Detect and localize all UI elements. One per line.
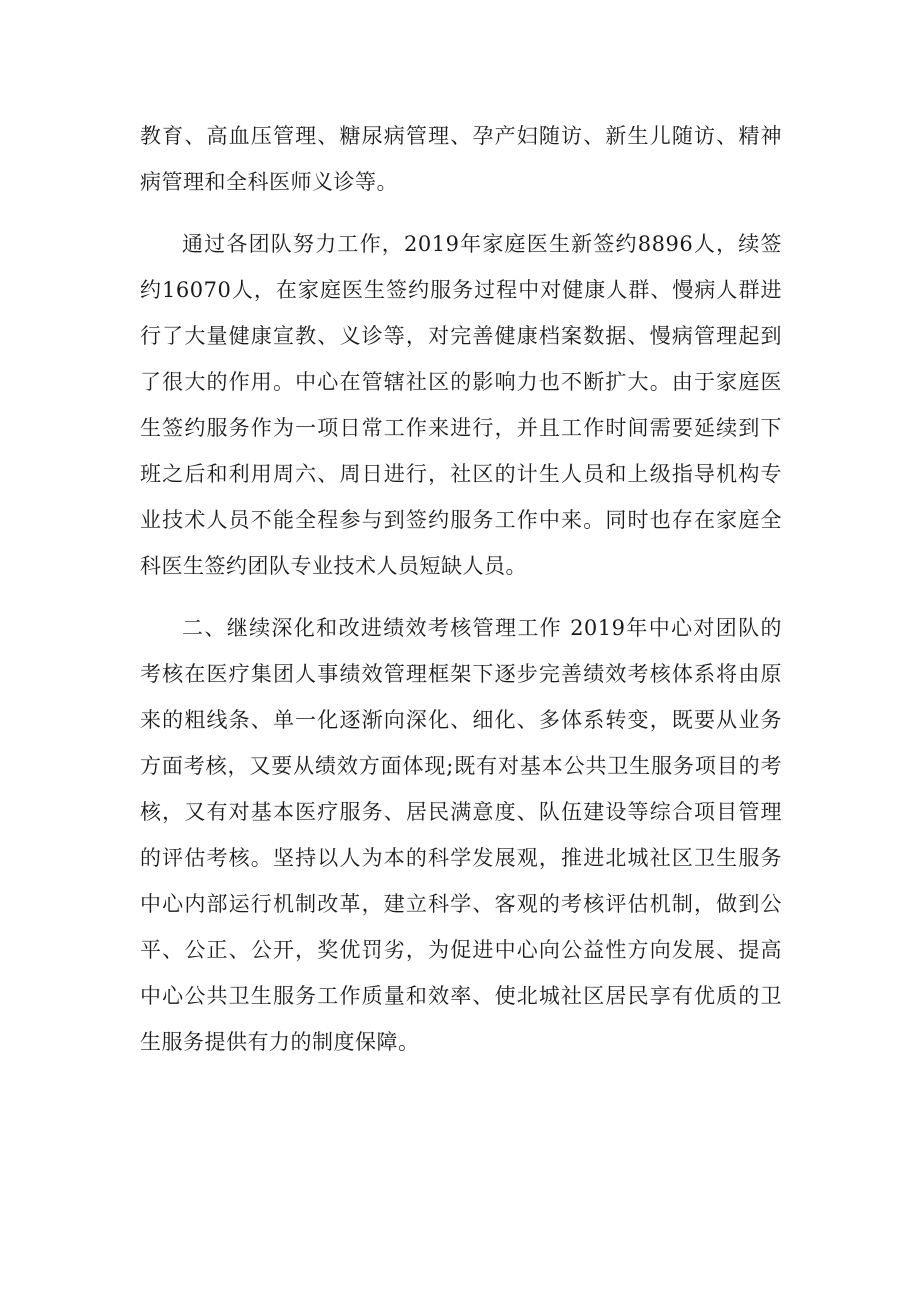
paragraph-3: 二、继续深化和改进绩效考核管理工作 2019年中心对团队的考核在医疗集团人事绩效管理框架下逐步完善绩效考核体系将由原来的粗线条、单一化逐渐向深化、细化、多体系转变，既要从业务方面考核，又要从绩效方面体现;既有对基本公共卫生服务项目的考核，又有对基本医疗服务、居民满意度、队伍建设等综合项目管理的评估考核。坚持以人为本的科学发展观，推进北城社区卫生服务中心内部运行机制改革，建立科学、客观的考核评估机制，做到公平、公正、公开，奖优罚劣，为促进中心向公益性方向发展、提高中心公共卫生服务工作质量和效率、使北城社区居民享有优质的卫生服务提供有力的制度保障。 — [140, 616, 782, 1054]
document-body — [140, 113, 782, 1065]
paragraph-1: 教育、高血压管理、糖尿病管理、孕产妇随访、新生儿随访、精神病管理和全科医师义诊等。 — [140, 124, 782, 194]
paragraph-2: 通过各团队努力工作，2019年家庭医生新签约8896人，续签约16070人，在家庭医生签约服务过程中对健康人群、慢病人群进行了大量健康宣教、义诊等，对完善健康档案数据、慢病管理起到了很大的作用。中心在管辖社区的影响力也不断扩大。由于家庭医生签约服务作为一项日常工作来进行，并且工作时间需要延续到下班之后和利用周六、周日进行，社区的计生人员和上级指导机构专业技术人员不能全程参与到签约服务工作中来。同时也存在家庭全科医生签约团队专业技术人员短缺人员。 — [140, 232, 782, 578]
